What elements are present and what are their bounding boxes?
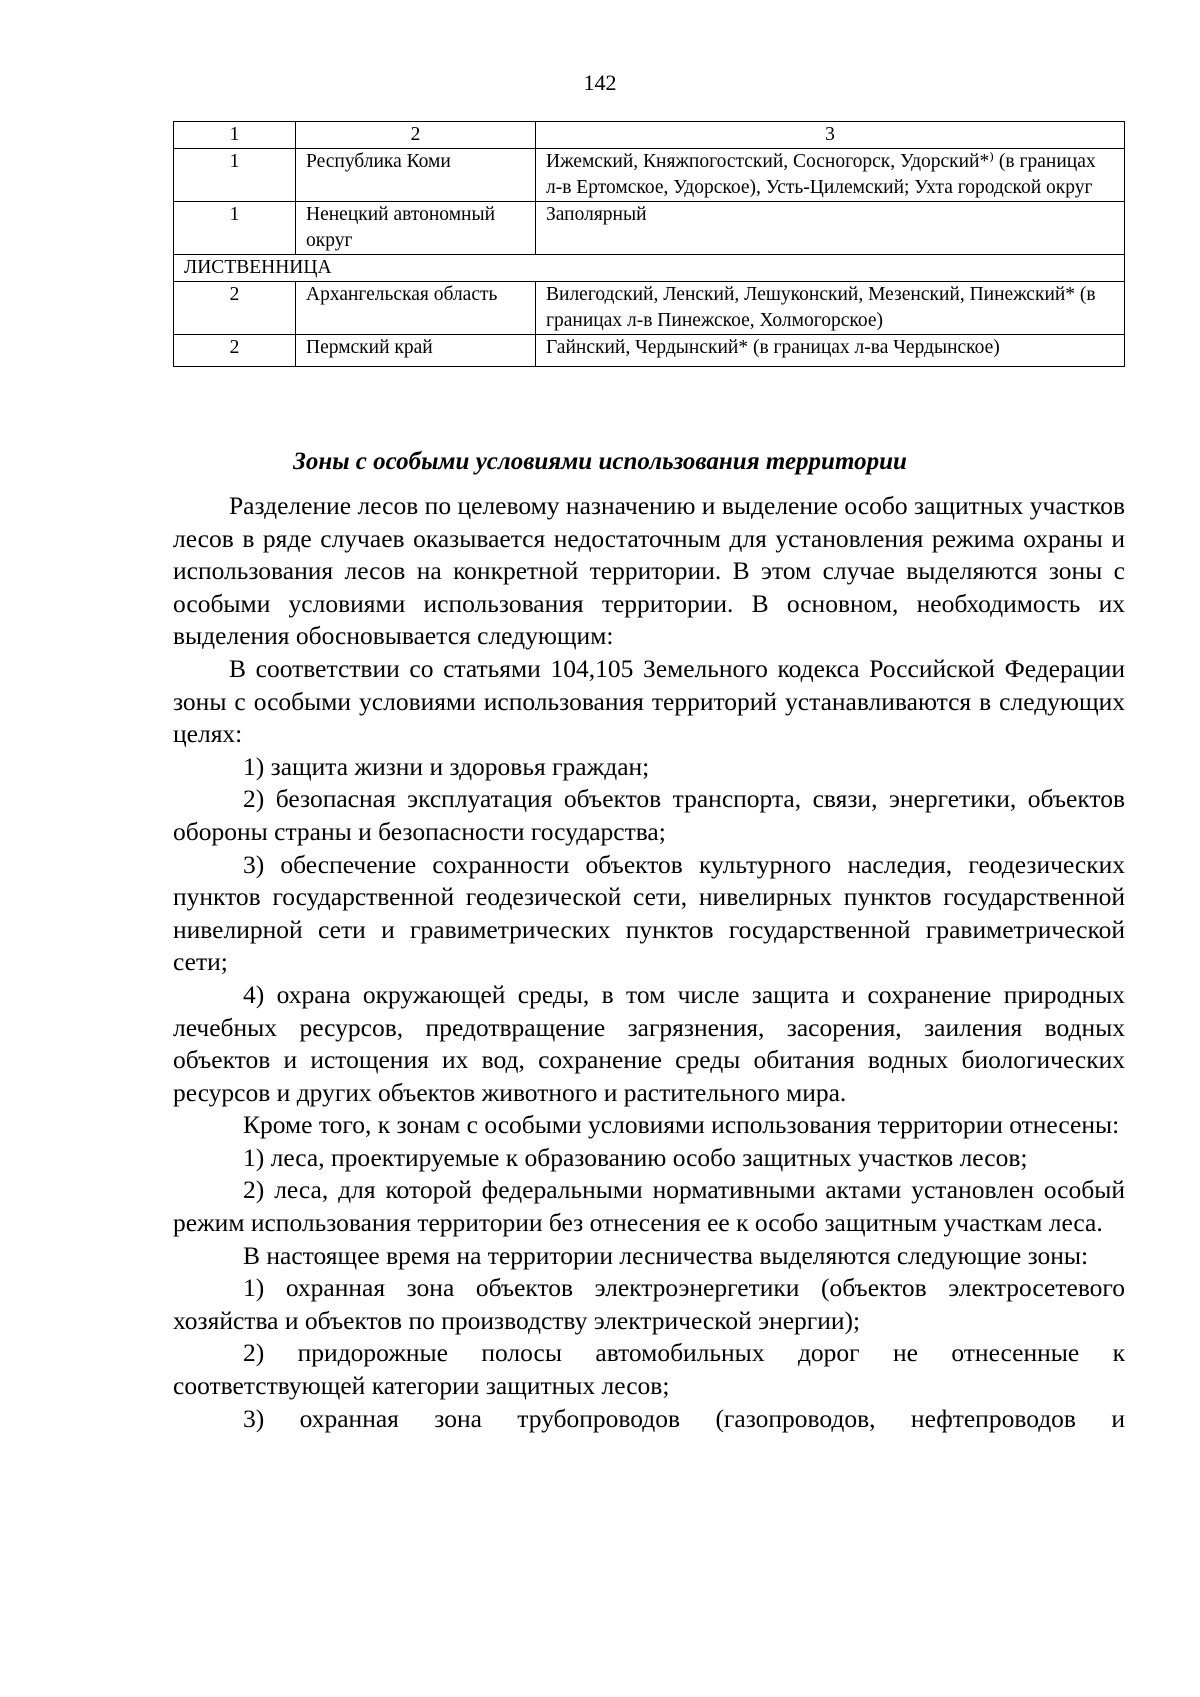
table-cell-districts: Ижемский, Княжпогостский, Сосногорск, Удорский*⁾ (в границах л-в Ертомское, Удорское), Усть-Цилемский; Ухта городской округ [536,149,1125,202]
list-marker: 2) [243,1175,265,1205]
table-cell-districts: Вилегодский, Ленский, Лешуконский, Мезенский, Пинежский* (в границах л-в Пинежское, Холмогорское) [536,282,1125,335]
list-item-text: охранная зона трубопроводов (газопроводов, нефтепроводов и [299,1403,1125,1433]
paragraph: Кроме того, к зонам с особыми условиями использования территории отнесены: [243,1110,1120,1140]
body-text [173,490,1125,1435]
table-row [174,149,1125,202]
list-item-text: леса, для которой федеральными нормативными актами установлен особый режим использования территории без отнесения ее к особо защитным участкам леса. [173,1175,1126,1238]
list-item [173,751,1125,784]
list-item-text: охранная зона объектов электроэнергетики (объектов электросетевого хозяйства и объектов по производству электрической энергии); [173,1273,1126,1335]
list-item [173,1403,1125,1436]
list-marker: 4) [243,979,265,1009]
section-heading: Зоны с особыми условиями использования территории [293,448,907,475]
list-marker: 3) [243,849,265,879]
table-row [174,335,1125,367]
table-cell-region: Республика Коми [296,149,536,202]
table-cell-districts: Гайнский, Чердынский* (в границах л-ва Чердынское) [536,335,1125,367]
regions-table [173,121,1125,367]
list-item [173,1142,1125,1175]
list-item [173,783,1125,848]
table-header-cell: 2 [296,122,536,149]
paragraph: Разделение лесов по целевому назначению и выделение особо защитных участков лесов в ряде случаев оказывается недостаточным для установления режима охраны и использования лесов на конкретной территории. В этом случае выделяются зоны с особыми условиями использования территории. В основном, необходимость их выделения обосновывается следующим: [173,491,1125,651]
paragraph: В настоящее время на территории лесничества выделяются следующие зоны: [243,1240,1089,1270]
list-item [173,1337,1125,1402]
paragraph: В соответствии со статьями 104,105 Земельного кодекса Российской Федерации зоны с особыми условиями использования территорий устанавливаются в следующих целях: [173,653,1125,749]
list-item [173,979,1125,1109]
list-marker: 3) [243,1403,265,1433]
table-group-row [174,255,1125,282]
table-cell-region: Архангельская область [296,282,536,335]
list-item-text: леса, проектируемые к образованию особо защитных участков лесов; [270,1142,1028,1172]
table-header-cell: 3 [536,122,1125,149]
list-marker: 1) [243,751,265,781]
table-row [174,202,1125,255]
table-cell-zone: 1 [174,149,296,202]
table-cell-region: Пермский край [296,335,536,367]
list-item-text: защита жизни и здоровья граждан; [270,751,650,781]
table-cell-zone: 1 [174,202,296,255]
table-cell-districts: Заполярный [536,202,1125,255]
list-item-text: безопасная эксплуатация объектов транспорта, связи, энергетики, объектов обороны страны и безопасности государства; [173,784,1125,846]
list-item [173,1174,1125,1239]
list-item [173,849,1125,979]
table-header-row [174,122,1125,149]
page-number: 142 [583,70,617,95]
table-cell-region: Ненецкий автономный округ [296,202,536,255]
table-cell-zone: 2 [174,335,296,367]
list-item [173,1272,1125,1337]
list-marker: 2) [243,1338,265,1368]
list-marker: 2) [243,784,265,814]
list-item-text: придорожные полосы автомобильных дорог не отнесенные к соответствующей категории защитных лесов; [173,1338,1125,1401]
list-marker: 1) [243,1142,265,1172]
list-marker: 1) [243,1273,265,1303]
list-item-text: обеспечение сохранности объектов культурного наследия, геодезических пунктов государственной геодезической сети, нивелирных пунктов государственной нивелирной сети и гравиметрических пунктов государственной гравиметрической сети; [173,849,1125,977]
table-group-label: ЛИСТВЕННИЦА [174,255,1125,282]
table-header-cell: 1 [174,122,296,149]
table-row [174,282,1125,335]
list-item-text: охрана окружающей среды, в том числе защита и сохранение природных лечебных ресурсов, предотвращение загрязнения, засорения, заиления водных объектов и истощения их вод, сохранение среды обитания водных биологических ресурсов и других объектов животного и растительного мира. [173,979,1126,1107]
table-cell-zone: 2 [174,282,296,335]
